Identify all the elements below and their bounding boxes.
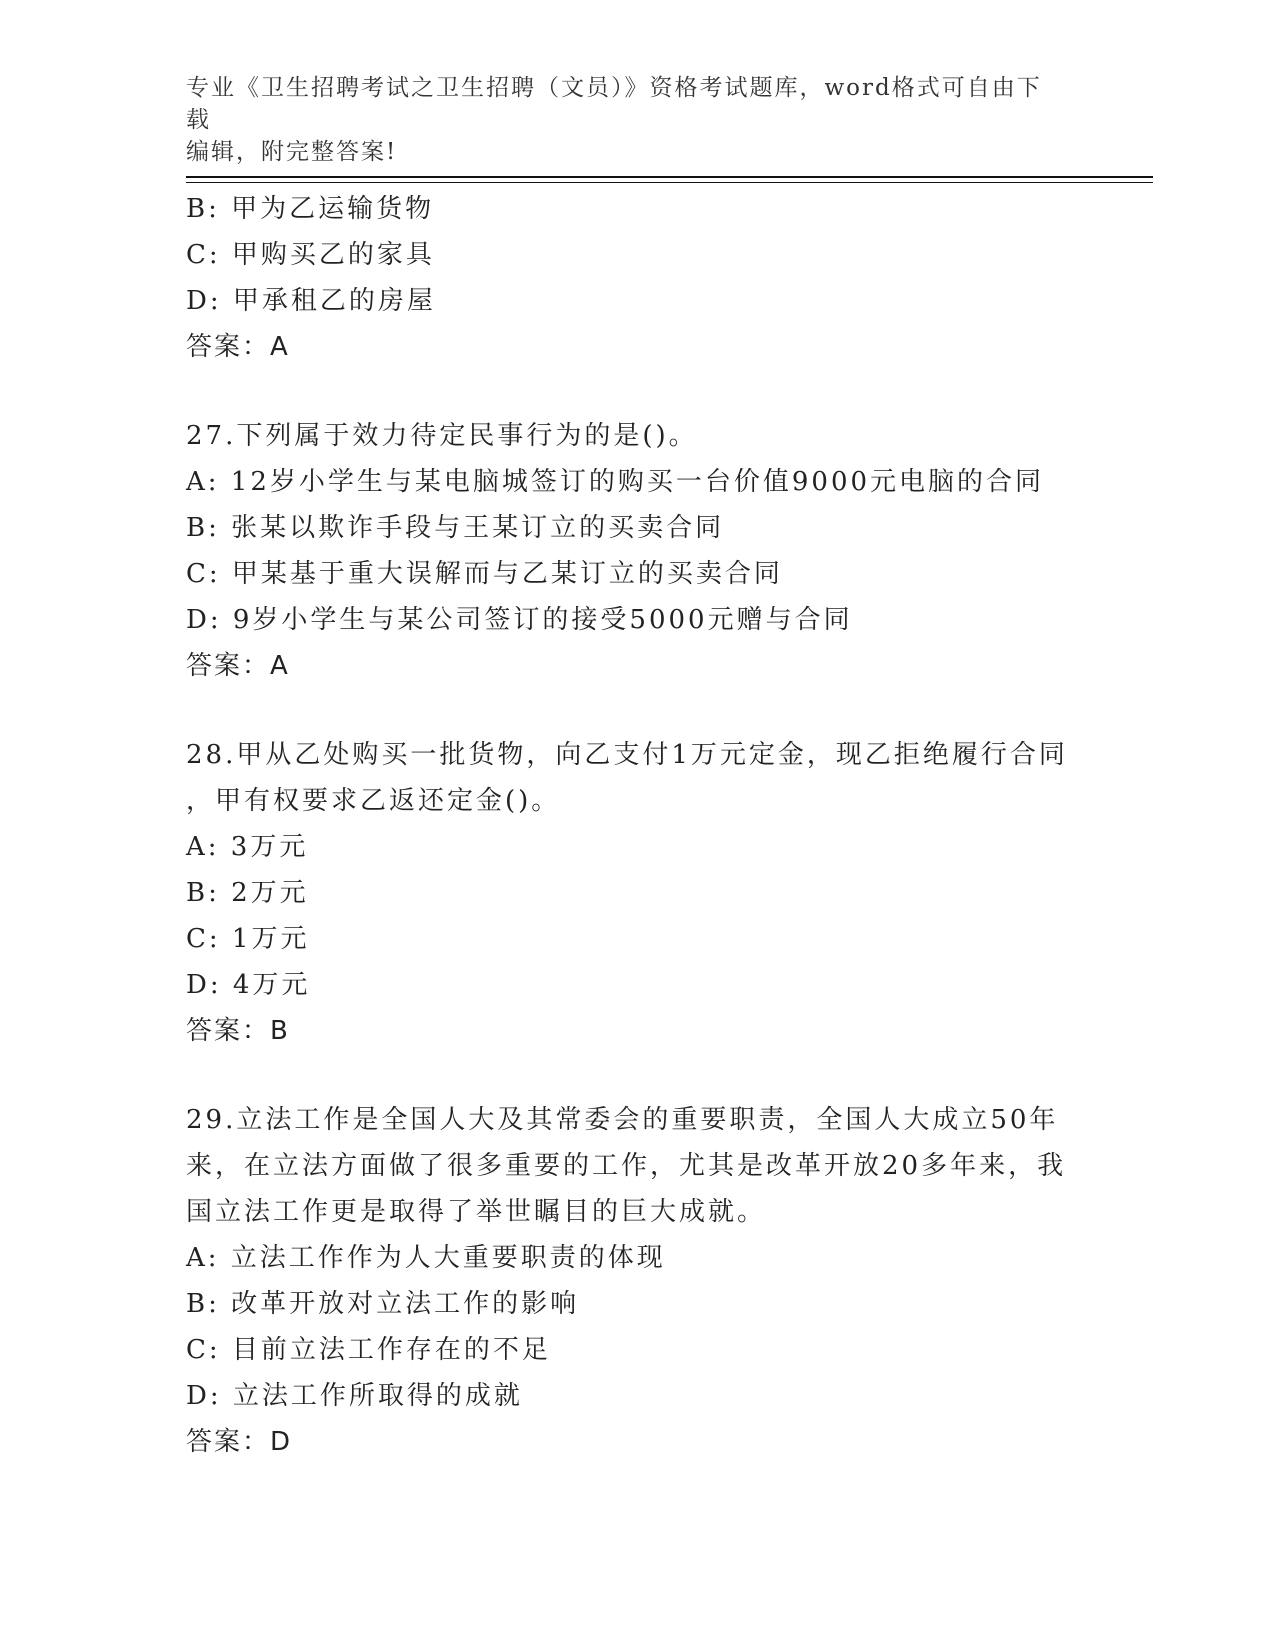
- option-b: B: 改革开放对立法工作的影响: [186, 1289, 580, 1319]
- question-text: 国立法工作更是取得了举世瞩目的巨大成就。: [186, 1197, 767, 1227]
- answer-line: 答案：A: [186, 332, 290, 362]
- option-b: B: 张某以欺诈手段与王某订立的买卖合同: [186, 513, 725, 543]
- option-c: C: 目前立法工作存在的不足: [186, 1335, 551, 1365]
- answer-line: 答案：A: [186, 651, 290, 681]
- option-b: B: 甲为乙运输货物: [186, 194, 435, 224]
- option-d: D: 4万元: [186, 970, 311, 1000]
- spacer: [186, 370, 1086, 413]
- document-header: [186, 72, 1066, 168]
- option-a: A: 3万元: [186, 832, 309, 862]
- option-d: D: 9岁小学生与某公司签订的接受5000元赠与合同: [186, 605, 853, 635]
- question-text: 28.甲从乙处购买一批货物，向乙支付1万元定金，现乙拒绝履行合同: [186, 740, 1068, 770]
- option-b: B: 2万元: [186, 878, 309, 908]
- question-fragment: [186, 186, 1086, 370]
- option-d: D: 立法工作所取得的成就: [186, 1381, 523, 1411]
- header-rule-thick: [186, 176, 1153, 178]
- question-28: [186, 732, 1086, 1054]
- question-27: [186, 413, 1086, 689]
- option-d: D: 甲承租乙的房屋: [186, 286, 436, 316]
- question-text: ，甲有权要求乙返还定金()。: [186, 786, 561, 816]
- option-a: A: 12岁小学生与某电脑城签订的购买一台价值9000元电脑的合同: [186, 467, 1045, 497]
- answer-line: 答案：D: [186, 1427, 293, 1457]
- question-29: [186, 1097, 1086, 1465]
- answer-line: 答案：B: [186, 1016, 290, 1046]
- option-c: C: 1万元: [186, 924, 310, 954]
- header-line-1: 专业《卫生招聘考试之卫生招聘（文员）》资格考试题库，word格式可自由下载: [186, 75, 1042, 133]
- option-c: C: 甲某基于重大误解而与乙某订立的买卖合同: [186, 559, 783, 589]
- header-line-2: 编辑，附完整答案!: [186, 139, 398, 165]
- spacer: [186, 1054, 1086, 1097]
- question-content: [186, 186, 1086, 1465]
- option-c: C: 甲购买乙的家具: [186, 240, 435, 270]
- option-a: A: 立法工作作为人大重要职责的体现: [186, 1243, 666, 1273]
- question-text: 27.下列属于效力待定民事行为的是()。: [186, 421, 698, 451]
- header-rule-thin: [186, 182, 1153, 183]
- spacer: [186, 689, 1086, 732]
- question-text: 来，在立法方面做了很多重要的工作，尤其是改革开放20多年来，我: [186, 1151, 1067, 1181]
- question-text: 29.立法工作是全国人大及其常委会的重要职责，全国人大成立50年: [186, 1105, 1059, 1135]
